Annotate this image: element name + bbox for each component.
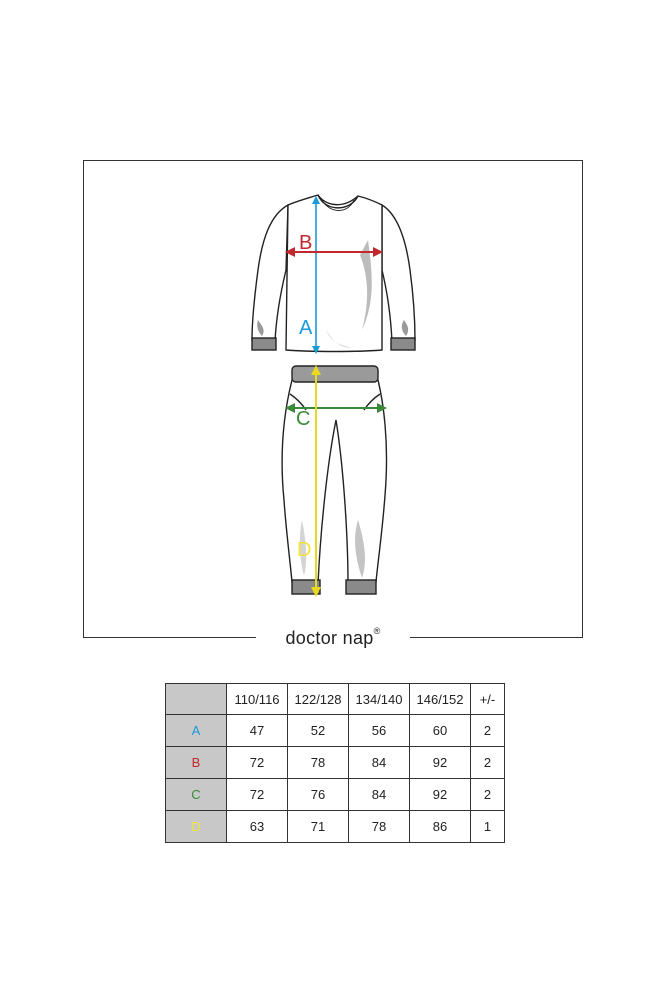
table-cell: 86 — [410, 811, 471, 843]
header-size: 110/116 — [227, 684, 288, 715]
size-table — [165, 683, 505, 843]
table-header-row — [166, 684, 505, 715]
right-cuff — [391, 338, 415, 350]
table-cell: 92 — [410, 779, 471, 811]
table-cell: 78 — [349, 811, 410, 843]
row-label: A — [166, 715, 227, 747]
table-cell: 78 — [288, 747, 349, 779]
waistband — [292, 366, 378, 382]
table-row — [166, 779, 505, 811]
top-garment — [252, 195, 415, 352]
table-cell: 72 — [227, 747, 288, 779]
table-cell: 2 — [471, 779, 505, 811]
left-cuff — [252, 338, 276, 350]
row-label: B — [166, 747, 227, 779]
label-b: B — [299, 232, 313, 254]
label-a: A — [299, 317, 313, 339]
table-row — [166, 747, 505, 779]
table-cell: 47 — [227, 715, 288, 747]
table-cell: 63 — [227, 811, 288, 843]
header-size: 134/140 — [349, 684, 410, 715]
table-cell: 72 — [227, 779, 288, 811]
table-cell: 84 — [349, 779, 410, 811]
registered-mark: ® — [373, 626, 381, 636]
right-ankle-cuff — [346, 580, 376, 594]
table-cell: 2 — [471, 747, 505, 779]
table-cell: 2 — [471, 715, 505, 747]
header-tolerance: +/- — [471, 684, 505, 715]
right-sleeve — [382, 205, 415, 342]
table-row — [166, 811, 505, 843]
table-corner — [166, 684, 227, 715]
row-label: D — [166, 811, 227, 843]
header-size: 122/128 — [288, 684, 349, 715]
table-cell: 71 — [288, 811, 349, 843]
table-cell: 56 — [349, 715, 410, 747]
left-sleeve — [252, 205, 288, 342]
table-cell: 92 — [410, 747, 471, 779]
brand-logo — [256, 628, 410, 652]
table-cell: 84 — [349, 747, 410, 779]
label-c: C — [296, 408, 311, 430]
table-row — [166, 715, 505, 747]
table-cell: 52 — [288, 715, 349, 747]
header-size: 146/152 — [410, 684, 471, 715]
row-label: C — [166, 779, 227, 811]
table-cell: 60 — [410, 715, 471, 747]
table-cell: 76 — [288, 779, 349, 811]
label-d: D — [297, 539, 312, 561]
table-cell: 1 — [471, 811, 505, 843]
brand-name: doctor nap — [285, 628, 374, 648]
